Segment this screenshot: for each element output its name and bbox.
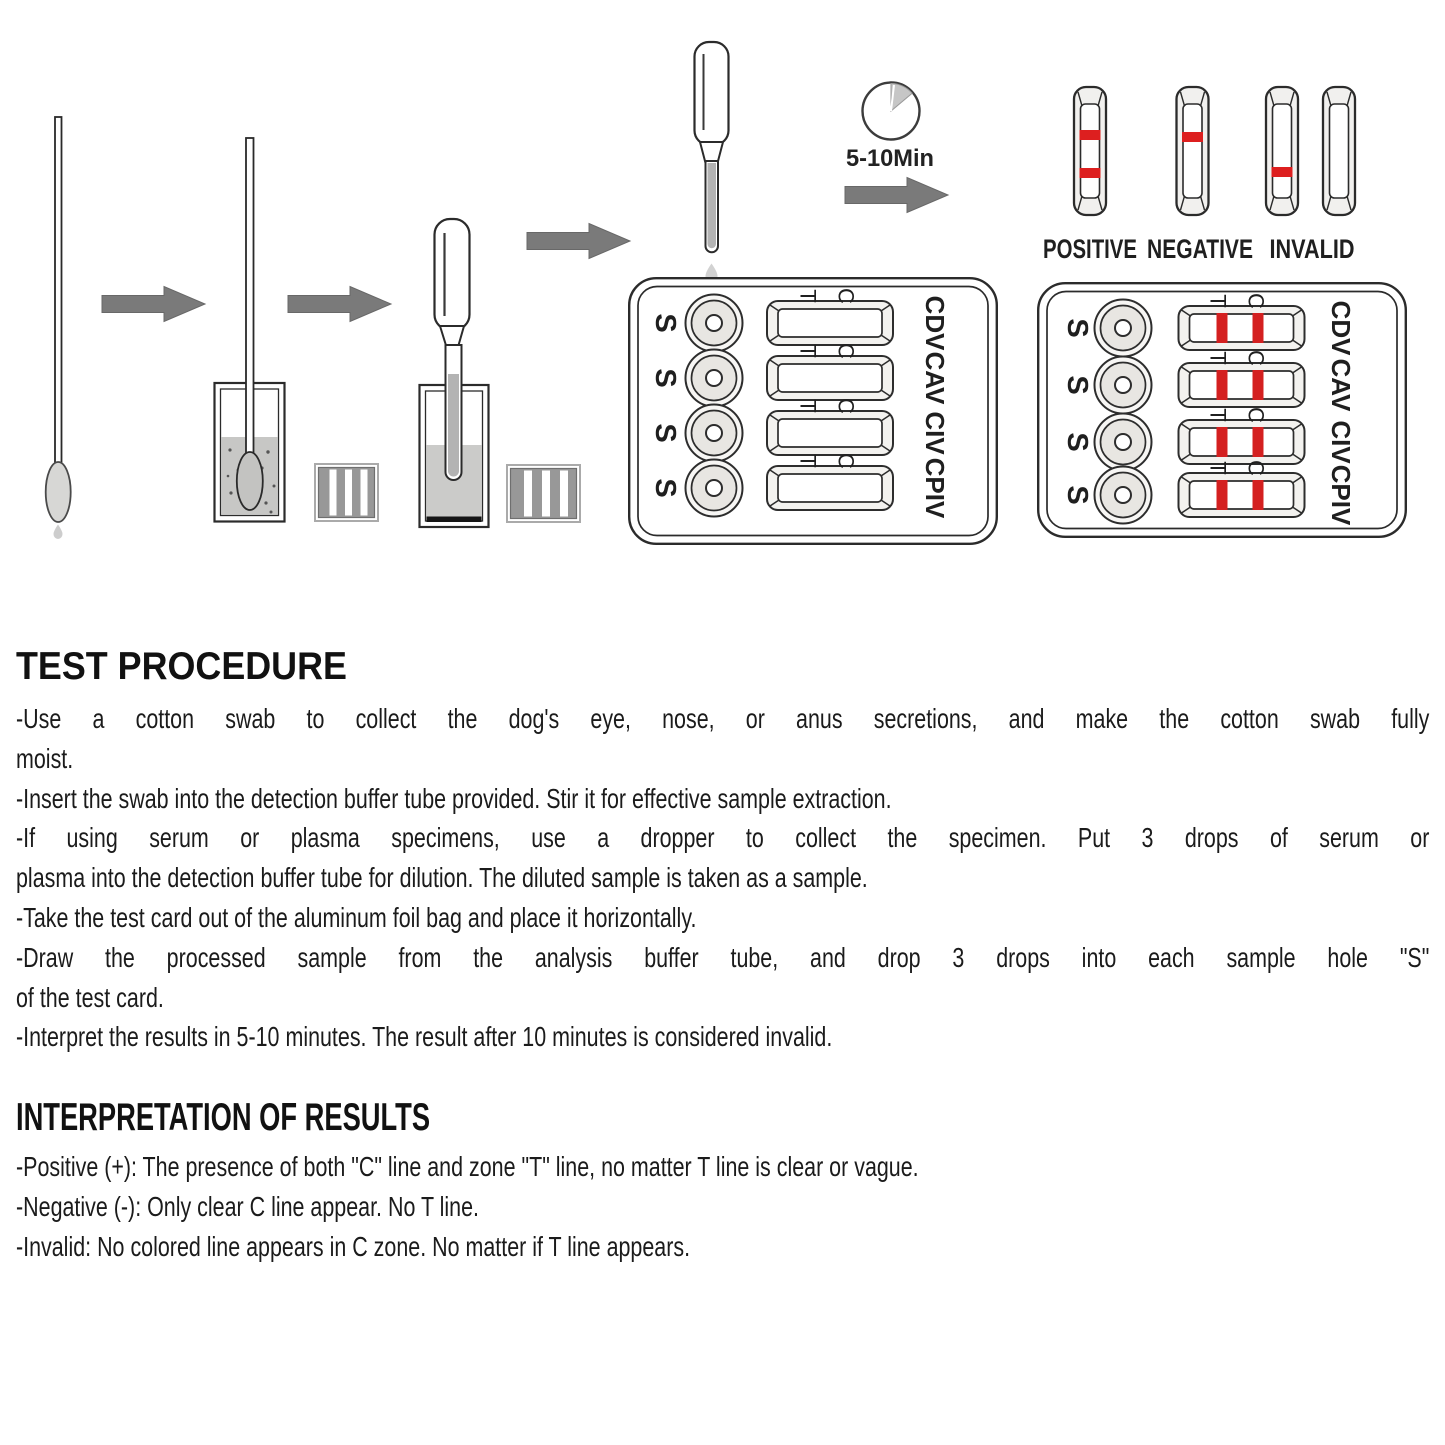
t-line-label: T [795, 454, 821, 468]
sample-hole-label: S [1061, 318, 1093, 338]
timer-label: 5-10Min [846, 145, 934, 172]
test-name-label: CAV [920, 351, 950, 405]
sample-hole-label: S [1061, 432, 1093, 452]
positive-label: POSITIVE [1043, 234, 1137, 264]
procedure-line: -Draw the processed sample from the analysis buffer tube, and drop 3 drops into each sample hole "S" [16, 941, 1430, 973]
sample-well [1095, 414, 1152, 471]
c-line-label: C [833, 398, 859, 414]
arrow-right-icon [102, 287, 205, 322]
sample-well [686, 295, 743, 352]
procedure-line: -Take the test card out of the aluminum foil bag and place it horizontally. [16, 901, 697, 933]
result-window [1179, 363, 1305, 407]
c-line [1253, 480, 1264, 510]
sample-hole-label: S [649, 423, 681, 443]
sample-well [1095, 300, 1152, 357]
buffer-tube-with-swab [215, 138, 285, 522]
procedure-line: plasma into the detection buffer tube for dilution. The diluted sample is taken as a sample. [16, 862, 868, 894]
result-strip-positive [1074, 87, 1106, 215]
c-line-label: C [1243, 407, 1269, 423]
interpretation-line: -Invalid: No colored line appears in C zone. No matter if T line appears. [16, 1230, 691, 1262]
test-name-label: CPIV [920, 457, 950, 519]
result-window [1179, 420, 1305, 464]
sample-well [1095, 467, 1152, 524]
test-card-front [629, 278, 997, 544]
t-line-label: T [1205, 294, 1231, 308]
drop-icon [54, 525, 63, 540]
t-line [1217, 480, 1228, 510]
procedure-heading: TEST PROCEDURE [16, 645, 347, 688]
dropper-icon [695, 42, 729, 283]
sample-hole-label: S [649, 368, 681, 388]
procedure-line: -Insert the swab into the detection buffer tube provided. Stir it for effective sample extraction. [16, 782, 892, 814]
t-line-label: T [1205, 461, 1231, 475]
c-line-label: C [1243, 293, 1269, 309]
result-window [767, 356, 893, 400]
c-line-label: C [833, 288, 859, 304]
sample-hole-label: S [649, 313, 681, 333]
t-line [1217, 370, 1228, 400]
t-line [1217, 427, 1228, 457]
sample-hole-label: S [1061, 375, 1093, 395]
procedure-text [16, 699, 1429, 1057]
c-line-label: C [1243, 350, 1269, 366]
procedure-line: -If using serum or plasma specimens, use a dropper to collect the specimen. Put 3 drops of serum or [16, 822, 1430, 854]
foil-bag-icon [507, 465, 580, 522]
test-name-label: CPIV [1326, 464, 1356, 526]
procedure-line: moist. [16, 742, 74, 774]
t-line-label: T [795, 399, 821, 413]
cotton-swab-icon [46, 117, 71, 539]
t-line-label: T [795, 344, 821, 358]
c-line-label: C [833, 453, 859, 469]
c-line-label: C [833, 343, 859, 359]
result-window [767, 411, 893, 455]
interpretation-line: -Positive (+): The presence of both "C" line and zone "T" line, no matter T line is clear or vague. [16, 1151, 919, 1182]
sample-well [686, 350, 743, 407]
test-name-label: CIV [920, 411, 950, 455]
c-line [1253, 313, 1264, 343]
arrow-right-icon [527, 224, 630, 259]
result-window [767, 466, 893, 510]
result-strip-negative [1177, 87, 1209, 215]
result-window [1179, 306, 1305, 350]
interpretation-line: -Negative (-): Only clear C line appear. No T line. [16, 1190, 479, 1222]
c-line [1253, 427, 1264, 457]
sample-hole-label: S [1061, 485, 1093, 505]
sample-well [686, 405, 743, 462]
test-card-result [1038, 283, 1406, 537]
test-name-label: CIV [1326, 420, 1356, 464]
procedure-line: -Use a cotton swab to collect the dog's eye, nose, or anus secretions, and make the cotton swab fully [16, 703, 1430, 734]
result-window [1179, 473, 1305, 517]
procedure-illustration [0, 0, 1445, 620]
arrow-right-icon [288, 287, 391, 322]
c-line-label: C [1243, 460, 1269, 476]
interpretation-text [16, 1147, 1429, 1266]
c-line [1253, 370, 1264, 400]
sample-well [686, 460, 743, 517]
result-strip-invalid-2 [1323, 87, 1355, 215]
dropper-in-buffer-tube [420, 219, 489, 527]
interpretation-heading: INTERPRETATION OF RESULTS [16, 1096, 431, 1139]
negative-label: NEGATIVE [1147, 234, 1253, 264]
result-strip-invalid-1 [1266, 87, 1298, 215]
timer-clock-icon [863, 83, 920, 140]
procedure-line: of the test card. [16, 981, 164, 1013]
result-window [767, 301, 893, 345]
t-line-label: T [1205, 351, 1231, 365]
test-name-label: CAV [1326, 358, 1356, 412]
t-line-label: T [795, 289, 821, 303]
sample-well [1095, 357, 1152, 414]
test-name-label: CDV [920, 295, 950, 351]
arrow-right-icon [845, 178, 948, 213]
sample-hole-label: S [649, 478, 681, 498]
procedure-line: -Interpret the results in 5-10 minutes. The result after 10 minutes is considered invalid. [16, 1021, 833, 1053]
t-line [1217, 313, 1228, 343]
invalid-label: INVALID [1269, 234, 1355, 264]
t-line-label: T [1205, 408, 1231, 422]
test-name-label: CDV [1326, 300, 1356, 356]
foil-bag-icon [315, 464, 378, 521]
